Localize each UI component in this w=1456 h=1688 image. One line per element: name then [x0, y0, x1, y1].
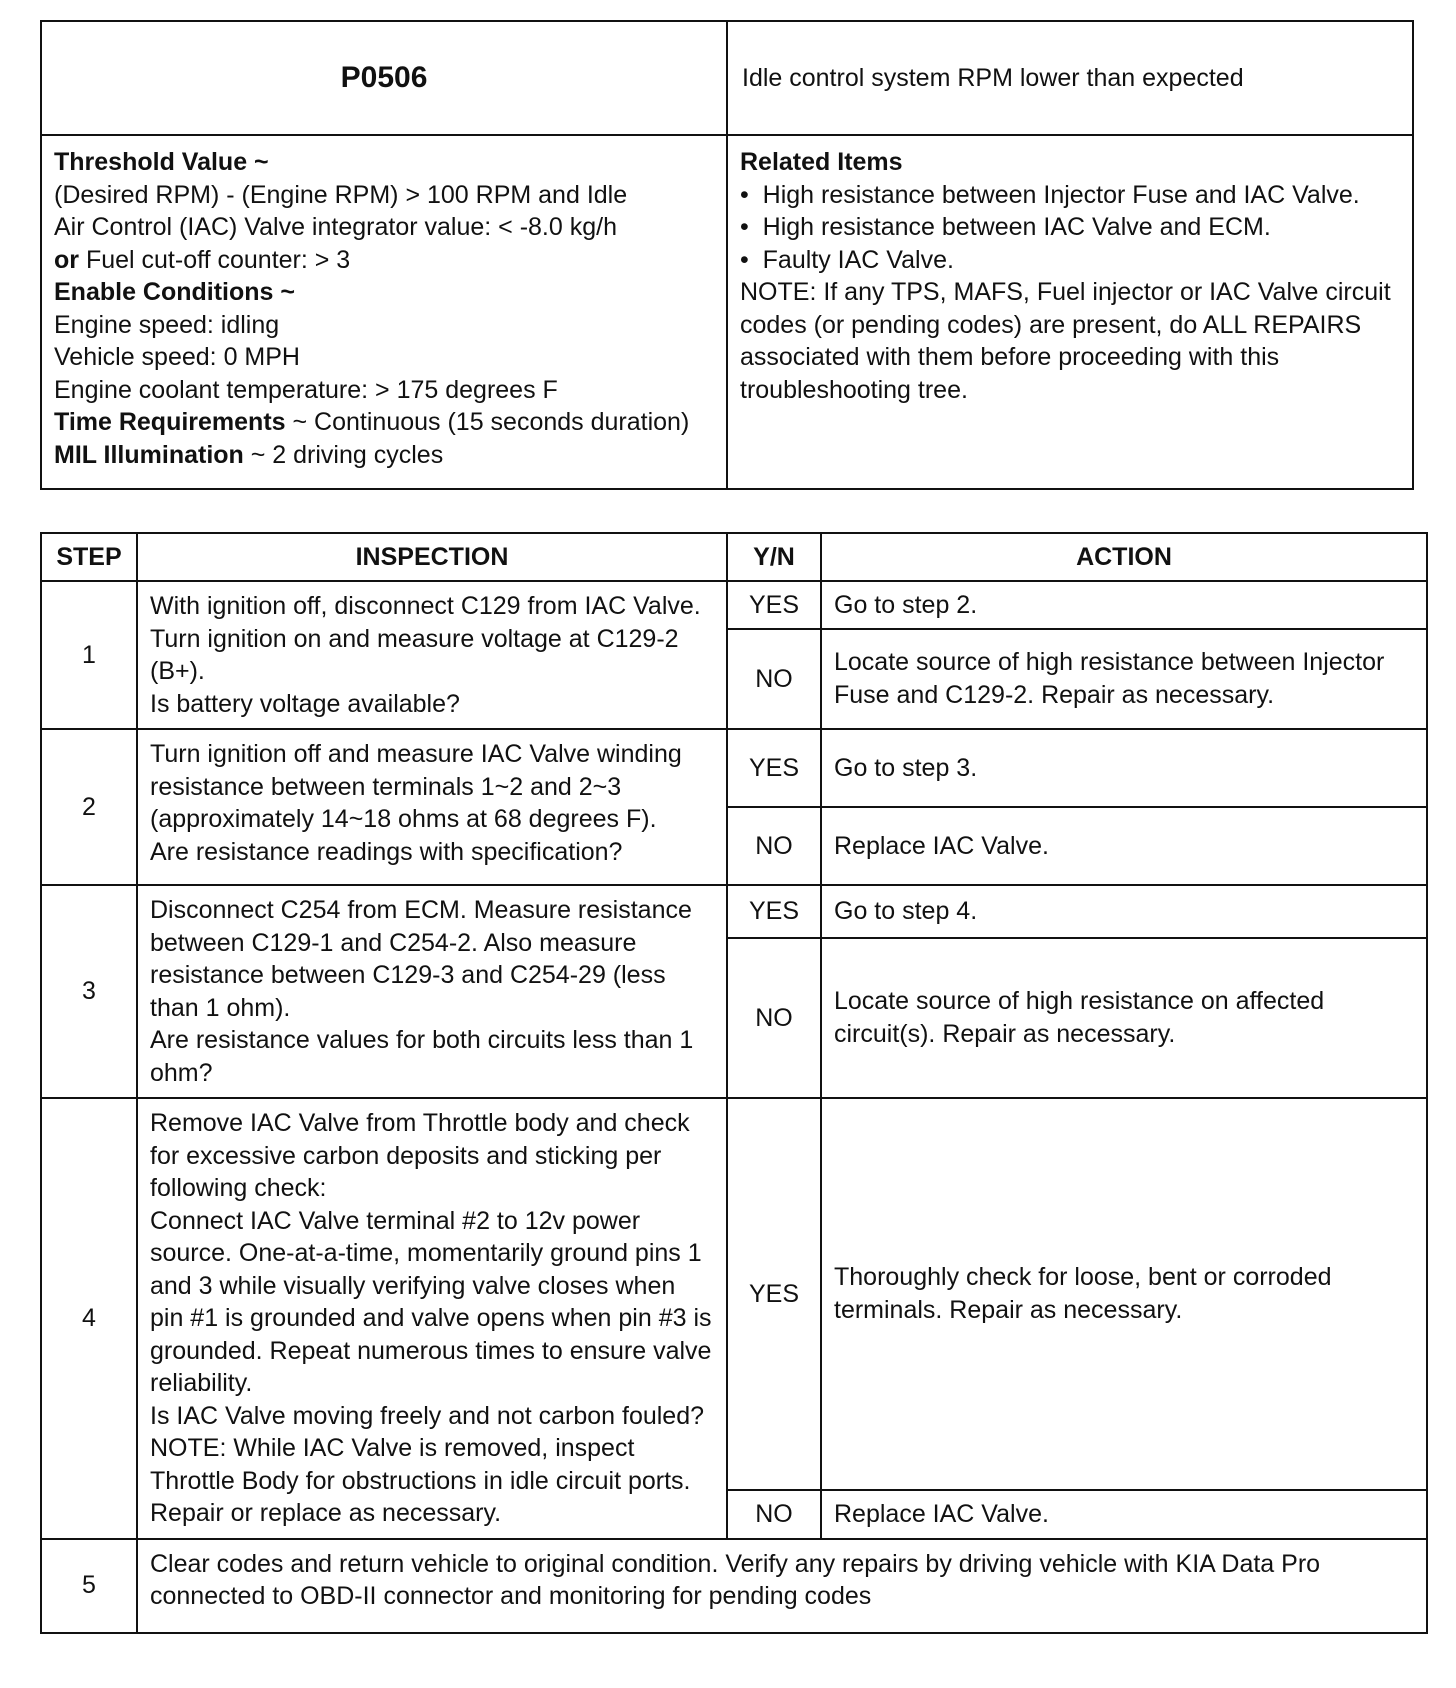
mil-text: ~ 2 driving cycles: [243, 440, 444, 469]
related-panel: [727, 135, 1413, 489]
yn-no: NO: [727, 1490, 821, 1539]
step-number: 5: [41, 1539, 137, 1633]
step-number: 2: [41, 729, 137, 885]
related-note: NOTE: If any TPS, MAFS, Fuel injector or IAC Valve circuit codes (or pending codes) are present, do ALL REPAIRS associated with them before proceeding with this troubleshooting tree.: [740, 278, 1391, 404]
action-no: Replace IAC Valve.: [821, 807, 1427, 885]
step-number: 4: [41, 1098, 137, 1539]
yn-yes: YES: [727, 729, 821, 807]
step-inspection: Turn ignition off and measure IAC Valve winding resistance between terminals 1~2 and 2~3 (approximately 14~18 ohms at 68 degrees F). Are resistance readings with specification?: [137, 729, 727, 885]
table-row: [41, 1098, 1427, 1490]
threshold-title: Threshold Value ~: [54, 148, 269, 176]
related-item: • High resistance between IAC Valve and ECM.: [740, 213, 1271, 241]
yn-yes: YES: [727, 1098, 821, 1490]
mil-title: MIL Illumination: [54, 440, 244, 469]
dtc-code: P0506: [41, 21, 727, 135]
steps-table: [40, 532, 1428, 1634]
related-title: Related Items: [740, 148, 903, 176]
header-yn: Y/N: [727, 533, 821, 581]
related-item: • Faulty IAC Valve.: [740, 245, 954, 274]
yn-yes: YES: [727, 885, 821, 938]
header-action: ACTION: [821, 533, 1427, 581]
step-inspection: Disconnect C254 from ECM. Measure resistance between C129-1 and C254-2. Also measure resistance between C129-3 and C254-29 (less than 1 ohm). Are resistance values for both circuits less than 1 ohm?: [137, 885, 727, 1098]
action-no: Locate source of high resistance on affected circuit(s). Repair as necessary.: [821, 938, 1427, 1098]
yn-no: NO: [727, 938, 821, 1098]
table-row: [41, 1539, 1427, 1633]
header-table: [40, 20, 1414, 490]
dtc-description: Idle control system RPM lower than expected: [727, 21, 1413, 135]
time-title: Time Requirements: [54, 408, 286, 436]
table-row: [41, 885, 1427, 938]
time-text: ~ Continuous (15 seconds duration): [285, 408, 690, 436]
enable-line-2: Vehicle speed: 0 MPH: [54, 343, 300, 371]
enable-line-1: Engine speed: idling: [54, 310, 280, 339]
step-number: 1: [41, 581, 137, 729]
enable-title: Enable Conditions ~: [54, 278, 295, 306]
table-row: [41, 581, 1427, 629]
time-line: [54, 406, 714, 439]
action-no: Locate source of high resistance between Injector Fuse and C129-2. Repair as necessary.: [821, 629, 1427, 729]
action-yes: Go to step 4.: [821, 885, 1427, 938]
threshold-panel: [41, 135, 727, 489]
or-label: or: [54, 245, 79, 274]
action-yes: Go to step 3.: [821, 729, 1427, 807]
yn-no: NO: [727, 807, 821, 885]
table-row: [41, 729, 1427, 807]
step-number: 3: [41, 885, 137, 1098]
related-item: • High resistance between Injector Fuse and IAC Valve.: [740, 180, 1360, 209]
threshold-line-2: Air Control (IAC) Valve integrator value: < -8.0 kg/h: [54, 213, 617, 241]
threshold-line-1: (Desired RPM) - (Engine RPM) > 100 RPM and Idle: [54, 180, 628, 209]
header-inspection: INSPECTION: [137, 533, 727, 581]
or-text: Fuel cut-off counter: > 3: [79, 245, 351, 274]
enable-line-3: Engine coolant temperature: > 175 degrees F: [54, 375, 558, 404]
header-step: STEP: [41, 533, 137, 581]
action-yes: Thoroughly check for loose, bent or corroded terminals. Repair as necessary.: [821, 1098, 1427, 1490]
step-inspection: Clear codes and return vehicle to original condition. Verify any repairs by driving vehicle with KIA Data Pro connected to OBD-II connector and monitoring for pending codes: [137, 1539, 1427, 1633]
step-inspection: With ignition off, disconnect C129 from IAC Valve. Turn ignition on and measure voltage at C129-2 (B+). Is battery voltage available?: [137, 581, 727, 729]
threshold-or-line: [54, 244, 714, 277]
action-no: Replace IAC Valve.: [821, 1490, 1427, 1539]
yn-no: NO: [727, 629, 821, 729]
yn-yes: YES: [727, 581, 821, 629]
mil-line: [54, 439, 714, 472]
step-inspection: Remove IAC Valve from Throttle body and check for excessive carbon deposits and sticking per following check: Connect IAC Valve terminal #2 to 12v power source. One-at-a-time, momentarily ground pins 1 and 3 while visually verifying valve closes when pin #1 is grounded and valve opens when pin #3 is grounded. Repeat numerous times to ensure valve reliability. Is IAC Valve moving freely and not carbon fouled? NOTE: While IAC Valve is removed, inspect Throttle Body for obstructions in idle circuit ports. Repair or replace as necessary.: [137, 1098, 727, 1539]
action-yes: Go to step 2.: [821, 581, 1427, 629]
